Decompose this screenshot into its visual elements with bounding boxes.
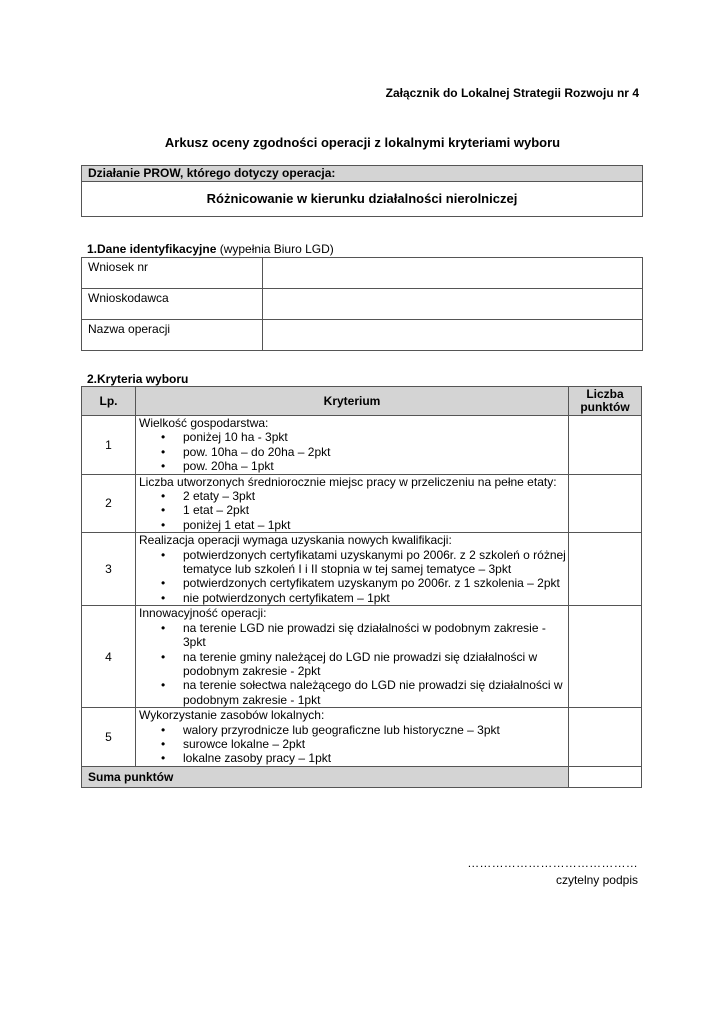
criterion-number: 4 bbox=[82, 606, 136, 708]
ident-label: Wnioskodawca bbox=[82, 289, 263, 320]
criteria-table bbox=[81, 386, 642, 788]
table-row bbox=[82, 258, 643, 289]
ident-value-field[interactable] bbox=[263, 320, 643, 351]
table-row bbox=[82, 708, 642, 767]
criterion-option: • 1 etat – 2pkt bbox=[183, 503, 566, 517]
criterion-text bbox=[136, 474, 569, 533]
criterion-number: 1 bbox=[82, 416, 136, 475]
criterion-text bbox=[136, 606, 569, 708]
criterion-title: Wykorzystanie zasobów lokalnych: bbox=[139, 708, 325, 723]
criterion-option: • na terenie gminy należącej do LGD nie prowadzi się działalności w podobnym zakresie - 2pkt bbox=[183, 650, 566, 679]
ident-label: Nazwa operacji bbox=[82, 320, 263, 351]
criterion-option: • pow. 20ha – 1pkt bbox=[183, 459, 566, 473]
points-field[interactable] bbox=[569, 708, 642, 767]
sum-row bbox=[82, 766, 642, 787]
criterion-option: • poniżej 1 etat – 1pkt bbox=[183, 518, 566, 532]
identification-table bbox=[81, 257, 643, 351]
criterion-option: • surowce lokalne – 2pkt bbox=[183, 737, 566, 751]
criterion-option: • 2 etaty – 3pkt bbox=[183, 489, 566, 503]
criterion-title: Realizacja operacji wymaga uzyskania nowych kwalifikacji: bbox=[139, 533, 452, 548]
criterion-option: • potwierdzonych certyfikatem uzyskanym po 2006r. z 1 szkolenia – 2pkt bbox=[183, 576, 566, 590]
criterion-option: • pow. 10ha – do 20ha – 2pkt bbox=[183, 445, 566, 459]
criterion-option: • na terenie sołectwa należącego do LGD nie prowadzi się działalności w podobnym zakresie - 1pkt bbox=[183, 678, 566, 707]
criterion-number: 5 bbox=[82, 708, 136, 767]
annex-label: Załącznik do Lokalnej Strategii Rozwoju nr 4 bbox=[385, 86, 639, 100]
criterion-option: • potwierdzonych certyfikatami uzyskanymi po 2006r. z 2 szkoleń o różnej tematyce lub szkoleń I i II stopnia w tej samej tematyce – 3pkt bbox=[183, 548, 566, 577]
header-criterion: Kryterium bbox=[136, 387, 569, 416]
criterion-text bbox=[136, 533, 569, 606]
sum-points-field[interactable] bbox=[569, 766, 642, 787]
criterion-option: • poniżej 10 ha - 3pkt bbox=[183, 430, 566, 444]
action-box bbox=[81, 165, 643, 217]
table-row bbox=[82, 606, 642, 708]
document-title: Arkusz oceny zgodności operacji z lokalnymi kryteriami wyboru bbox=[164, 135, 561, 150]
table-row bbox=[82, 289, 643, 320]
criterion-option: • walory przyrodnicze lub geograficzne lub historyczne – 3pkt bbox=[183, 723, 566, 737]
ident-label: Wniosek nr bbox=[82, 258, 263, 289]
table-row bbox=[82, 533, 642, 606]
section1-title bbox=[87, 242, 334, 256]
signature-line: …………………………………… bbox=[467, 856, 638, 870]
table-header-row bbox=[82, 387, 642, 416]
header-lp: Lp. bbox=[82, 387, 136, 416]
criterion-option: • nie potwierdzonych certyfikatem – 1pkt bbox=[183, 591, 566, 605]
ident-value-field[interactable] bbox=[263, 289, 643, 320]
points-field[interactable] bbox=[569, 416, 642, 475]
criterion-text bbox=[136, 708, 569, 767]
criterion-option: • lokalne zasoby pracy – 1pkt bbox=[183, 751, 566, 765]
points-field[interactable] bbox=[569, 474, 642, 533]
criterion-title: Innowacyjność operacji: bbox=[139, 606, 267, 621]
table-row bbox=[82, 474, 642, 533]
criterion-title: Liczba utworzonych średniorocznie miejsc pracy w przeliczeniu na pełne etaty: bbox=[139, 474, 557, 489]
points-field[interactable] bbox=[569, 533, 642, 606]
sum-label: Suma punktów bbox=[82, 766, 569, 787]
section1-title-bold: 1.Dane identyfikacyjne bbox=[87, 242, 217, 256]
criterion-number: 3 bbox=[82, 533, 136, 606]
action-label: Działanie PROW, którego dotyczy operacja: bbox=[82, 166, 643, 182]
points-field[interactable] bbox=[569, 606, 642, 708]
criterion-option: • na terenie LGD nie prowadzi się działalności w podobnym zakresie - 3pkt bbox=[183, 621, 566, 650]
section2-title: 2.Kryteria wyboru bbox=[87, 372, 189, 386]
table-row bbox=[82, 416, 642, 475]
ident-value-field[interactable] bbox=[263, 258, 643, 289]
criterion-text bbox=[136, 416, 569, 475]
criterion-number: 2 bbox=[82, 474, 136, 533]
section1-title-note: (wypełnia Biuro LGD) bbox=[216, 242, 334, 256]
action-value: Różnicowanie w kierunku działalności nierolniczej bbox=[82, 182, 643, 217]
signature-label: czytelny podpis bbox=[555, 873, 638, 887]
criterion-title: Wielkość gospodarstwa: bbox=[139, 416, 269, 430]
header-points: Liczba punktów bbox=[569, 387, 642, 416]
table-row bbox=[82, 320, 643, 351]
